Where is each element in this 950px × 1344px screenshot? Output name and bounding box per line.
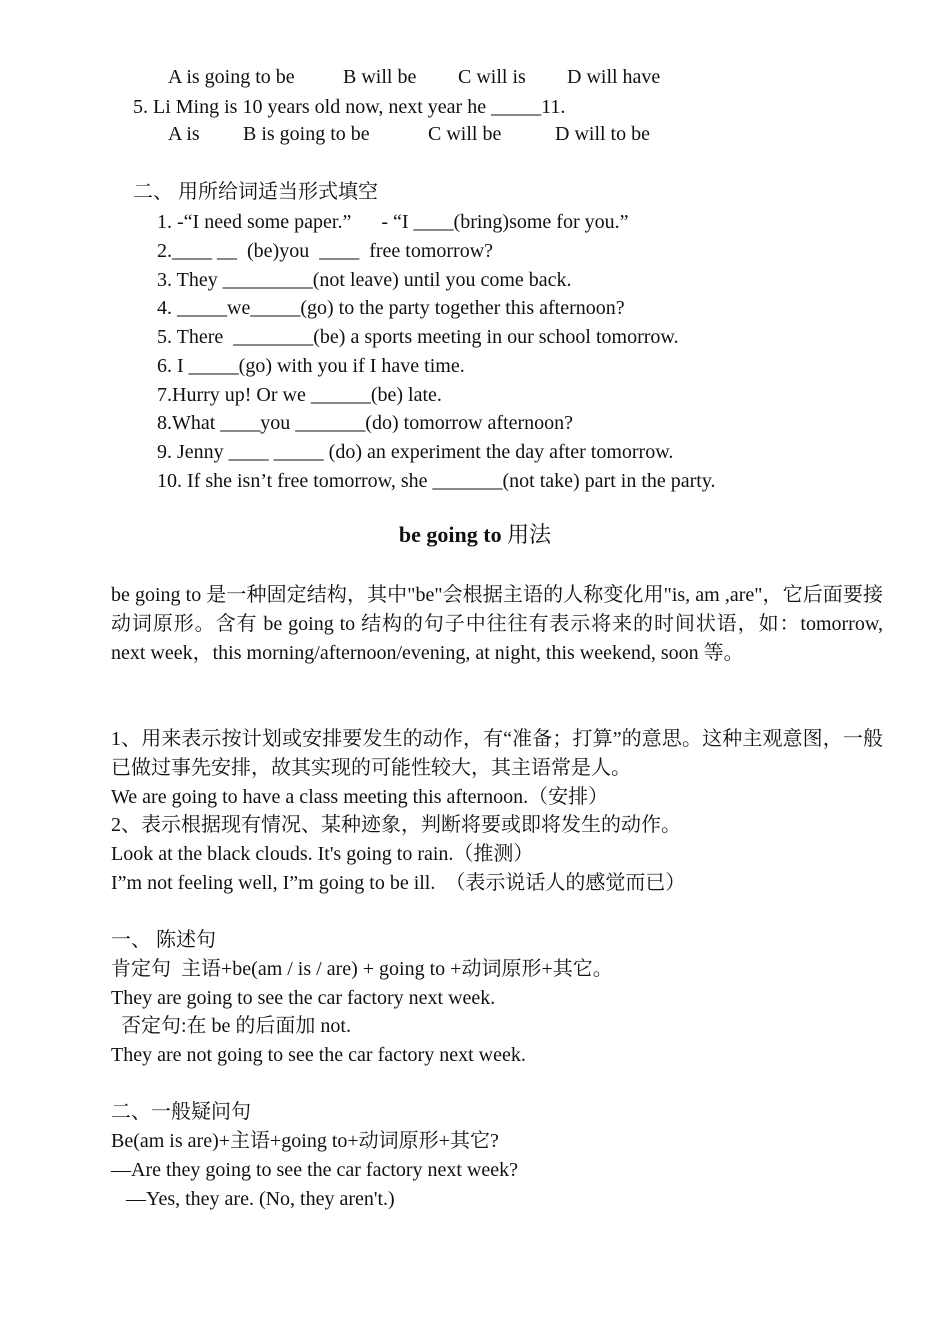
exercise-item-1: 1. -“I need some paper.” - “I ____(bring)some for you.” (157, 211, 629, 233)
usage-2: 2、表示根据现有情况、某种迹象，判断将要或即将发生的动作。 (111, 814, 681, 836)
title-rest: 用法 (501, 522, 552, 547)
exercise-item-9: 9. Jenny ____ _____ (do) an experiment the day after tomorrow. (157, 441, 674, 463)
usage-2-example-1: Look at the black clouds. It's going to rain.（推测） (111, 843, 534, 865)
q5-stem: 5. Li Ming is 10 years old now, next year he _____11. (133, 96, 566, 118)
usage-1: 1、用来表示按计划或安排要发生的动作，有“准备；打算”的意思。这种主观意图，一般已做过事先安排，故其实现的可能性较大，其主语常是人。 (111, 728, 883, 779)
exercise-item-6: 6. I _____(go) with you if I have time. (157, 355, 465, 377)
negative-rule: 否定句:在 be 的后面加 not. (111, 1015, 351, 1037)
q5-option-a: A is (168, 123, 200, 145)
page-title (0, 520, 950, 550)
usage-2-example-2: I”m not feeling well, I”m going to be ill. （表示说话人的感觉而已） (111, 872, 686, 894)
declarative-heading: 一、 陈述句 (111, 929, 216, 951)
exercise-item-7: 7.Hurry up! Or we ______(be) late. (157, 384, 442, 406)
section2-heading: 二、 用所给词适当形式填空 (133, 181, 378, 203)
q4-option-c: C will is (458, 66, 526, 88)
title-bold: be going to (398, 522, 502, 547)
intro-paragraph: be going to 是一种固定结构，其中"be"会根据主语的人称变化用"is, am ,are"，它后面要接动词原形。含有 be going to 结构的句子中往往有表示将来的时间状语，如：tomorrow, next week，this morning/afternoon/evening, at night, this weekend, soon 等。 (111, 584, 883, 664)
exercise-item-10: 10. If she isn’t free tomorrow, she _______(not take) part in the party. (157, 470, 716, 492)
negative-example: They are not going to see the car factory next week. (111, 1044, 526, 1066)
positive-rule: 肯定句 主语+be(am / is / are) + going to +动词原形+其它。 (111, 958, 613, 980)
answer-example: —Yes, they are. (No, they aren't.) (111, 1188, 395, 1210)
exercise-item-5: 5. There ________(be) a sports meeting in our school tomorrow. (157, 326, 679, 348)
question-rule: Be(am is are)+主语+going to+动词原形+其它? (111, 1130, 499, 1152)
q4-option-d: D will have (567, 66, 661, 88)
exercise-item-8: 8.What ____you _______(do) tomorrow afternoon? (157, 412, 574, 434)
q5-option-b: B is going to be (243, 123, 370, 145)
usage-1-example: We are going to have a class meeting this afternoon.（安排） (111, 786, 609, 808)
positive-example: They are going to see the car factory next week. (111, 987, 496, 1009)
q4-option-a: A is going to be (168, 66, 295, 88)
question-example: —Are they going to see the car factory next week? (111, 1159, 519, 1181)
q5-option-d: D will to be (555, 123, 650, 145)
question-heading: 二、一般疑问句 (111, 1101, 251, 1123)
exercise-item-4: 4. _____we_____(go) to the party together this afternoon? (157, 297, 625, 319)
exercise-item-3: 3. They _________(not leave) until you come back. (157, 269, 572, 291)
q4-option-b: B will be (343, 66, 417, 88)
q5-option-c: C will be (428, 123, 502, 145)
exercise-item-2: 2.____ __ (be)you ____ free tomorrow? (157, 240, 494, 262)
